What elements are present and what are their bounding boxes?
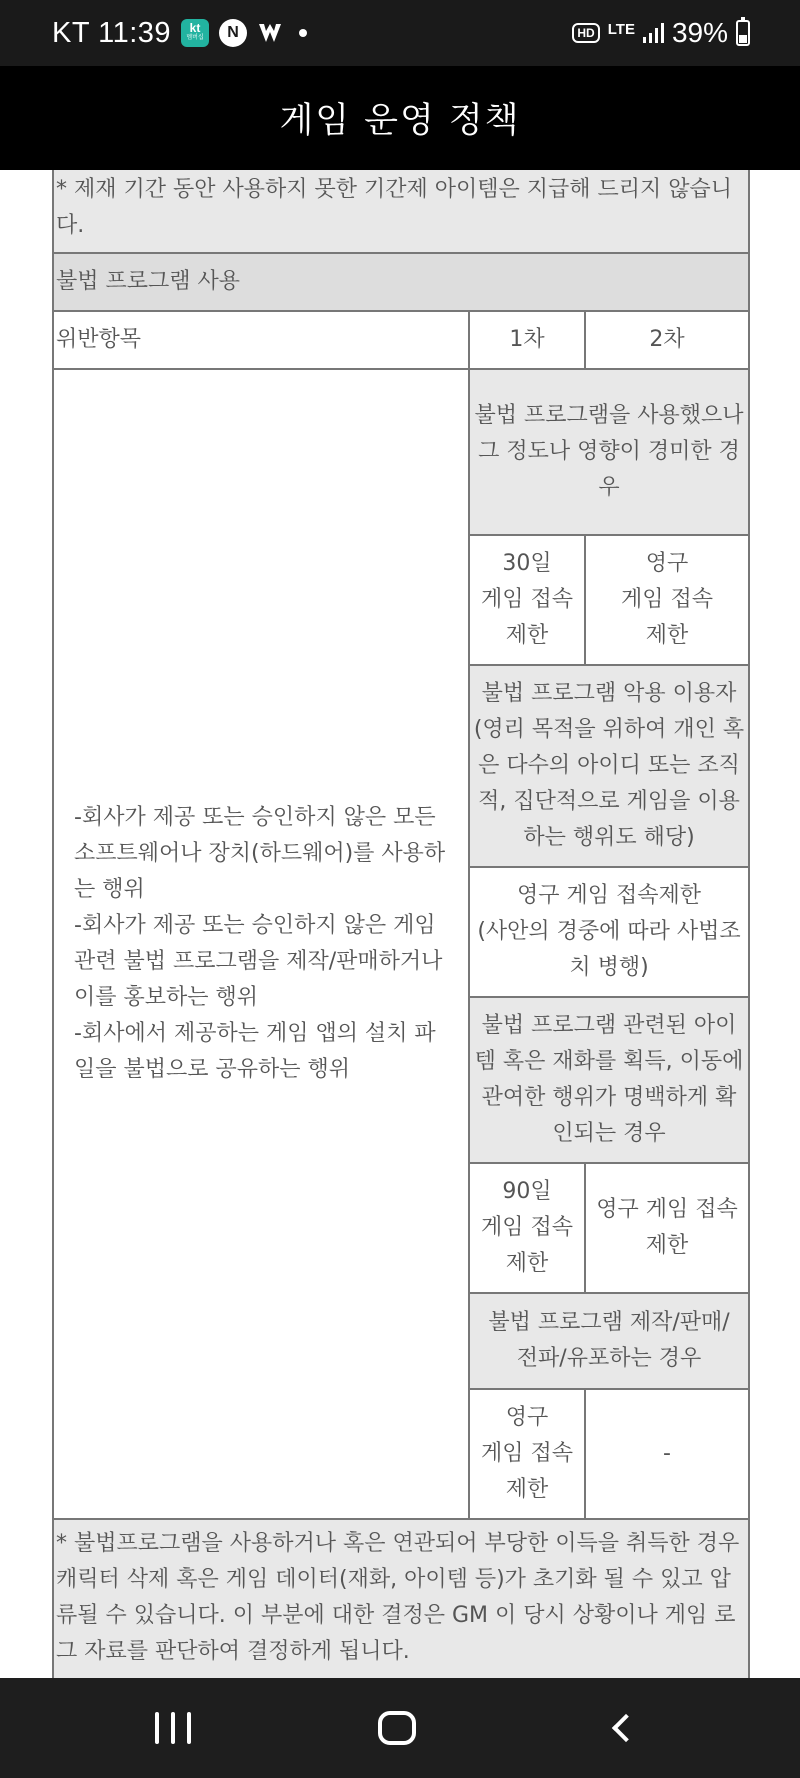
case-second-penalty: 영구 게임 접속 제한 [585,1163,749,1293]
carrier-time: KT 11:39 [52,16,172,49]
status-bar [0,0,800,66]
case-condition: 불법 프로그램 제작/판매/ 전파/유포하는 경우 [469,1293,749,1389]
kt-icon-text: kt [189,21,201,35]
recents-bar-icon [155,1712,159,1744]
violation-item: -회사가 제공 또는 승인하지 않은 게임 관련 불법 프로그램을 제작/판매하거나 이를 홍보하는 행위 [74,913,443,1010]
column-header-violation: 위반항목 [53,311,469,369]
violation-items [53,369,469,1519]
back-chevron-icon [612,1714,640,1742]
bottom-note-row [53,1519,749,1678]
case-first-penalty: 90일 게임 접속 제한 [469,1163,585,1293]
naver-icon: N [219,19,247,47]
column-header-row [53,311,749,369]
system-nav-bar [0,1678,800,1778]
policy-content[interactable] [0,170,800,1678]
table-row [53,369,749,535]
case-condition: 불법 프로그램을 사용했으나 그 정도나 영향이 경미한 경우 [469,369,749,535]
home-button[interactable] [337,1678,457,1778]
app-header [0,66,800,170]
case-second-penalty: - [585,1389,749,1519]
section-row [53,253,749,311]
case-first-penalty: 30일 게임 접속 제한 [469,535,585,665]
violation-item: -회사에서 제공하는 게임 앱의 설치 파일을 불법으로 공유하는 행위 [74,1021,436,1082]
case-penalty: 영구 게임 접속제한 (사안의 경중에 따라 사법조치 병행) [469,867,749,997]
status-left [52,0,307,66]
signal-strength-icon [643,23,664,43]
vpn-app-icon [257,19,283,47]
battery-icon [736,20,750,46]
section-title: 불법 프로그램 사용 [53,253,749,311]
recents-bar-icon [187,1712,191,1744]
back-button[interactable] [561,1678,681,1778]
lte-icon: LTE [607,20,635,38]
home-icon [378,1711,416,1745]
case-first-penalty: 영구 게임 접속 제한 [469,1389,585,1519]
kt-icon-sub: 멤버십 [186,35,204,41]
case-condition: 불법 프로그램 관련된 아이템 혹은 재화를 획득, 이동에 관여한 행위가 명백하게 확인되는 경우 [469,997,749,1163]
column-header-first: 1차 [469,311,585,369]
violation-item: -회사가 제공 또는 승인하지 않은 모든 소프트웨어나 장치(하드웨어)를 사용하는 행위 [74,805,446,902]
top-note: * 제재 기간 동안 사용하지 못한 기간제 아이템은 지급해 드리지 않습니다. [53,170,749,253]
status-right [572,0,750,66]
page-title: 게임 운영 정책 [279,101,521,141]
case-second-penalty: 영구 게임 접속 제한 [585,535,749,665]
battery-percent: 39% [671,17,728,48]
column-header-second: 2차 [585,311,749,369]
vpn-app-glyph [257,21,283,45]
recents-bar-icon [171,1712,175,1744]
kt-membership-icon [181,19,209,47]
case-condition: 불법 프로그램 악용 이용자 (영리 목적을 위하여 개인 혹은 다수의 아이디 또는 조직적, 집단적으로 게임을 이용하는 행위도 해당) [469,665,749,867]
bottom-note: * 불법프로그램을 사용하거나 혹은 연관되어 부당한 이득을 취득한 경우 캐릭터 삭제 혹은 게임 데이터(재화, 아이템 등)가 초기화 될 수 있고 압류될 수 있습니다. 이 부분에 대한 결정은 GM 이 당시 상황이나 게임 로그 자료를 판단하여 결정하게 됩니다. [53,1519,749,1678]
hd-voice-icon: HD [572,23,599,43]
recent-apps-button[interactable] [113,1678,233,1778]
top-note-row [53,170,749,253]
policy-table [52,170,750,1678]
notification-dot-icon [299,29,307,37]
